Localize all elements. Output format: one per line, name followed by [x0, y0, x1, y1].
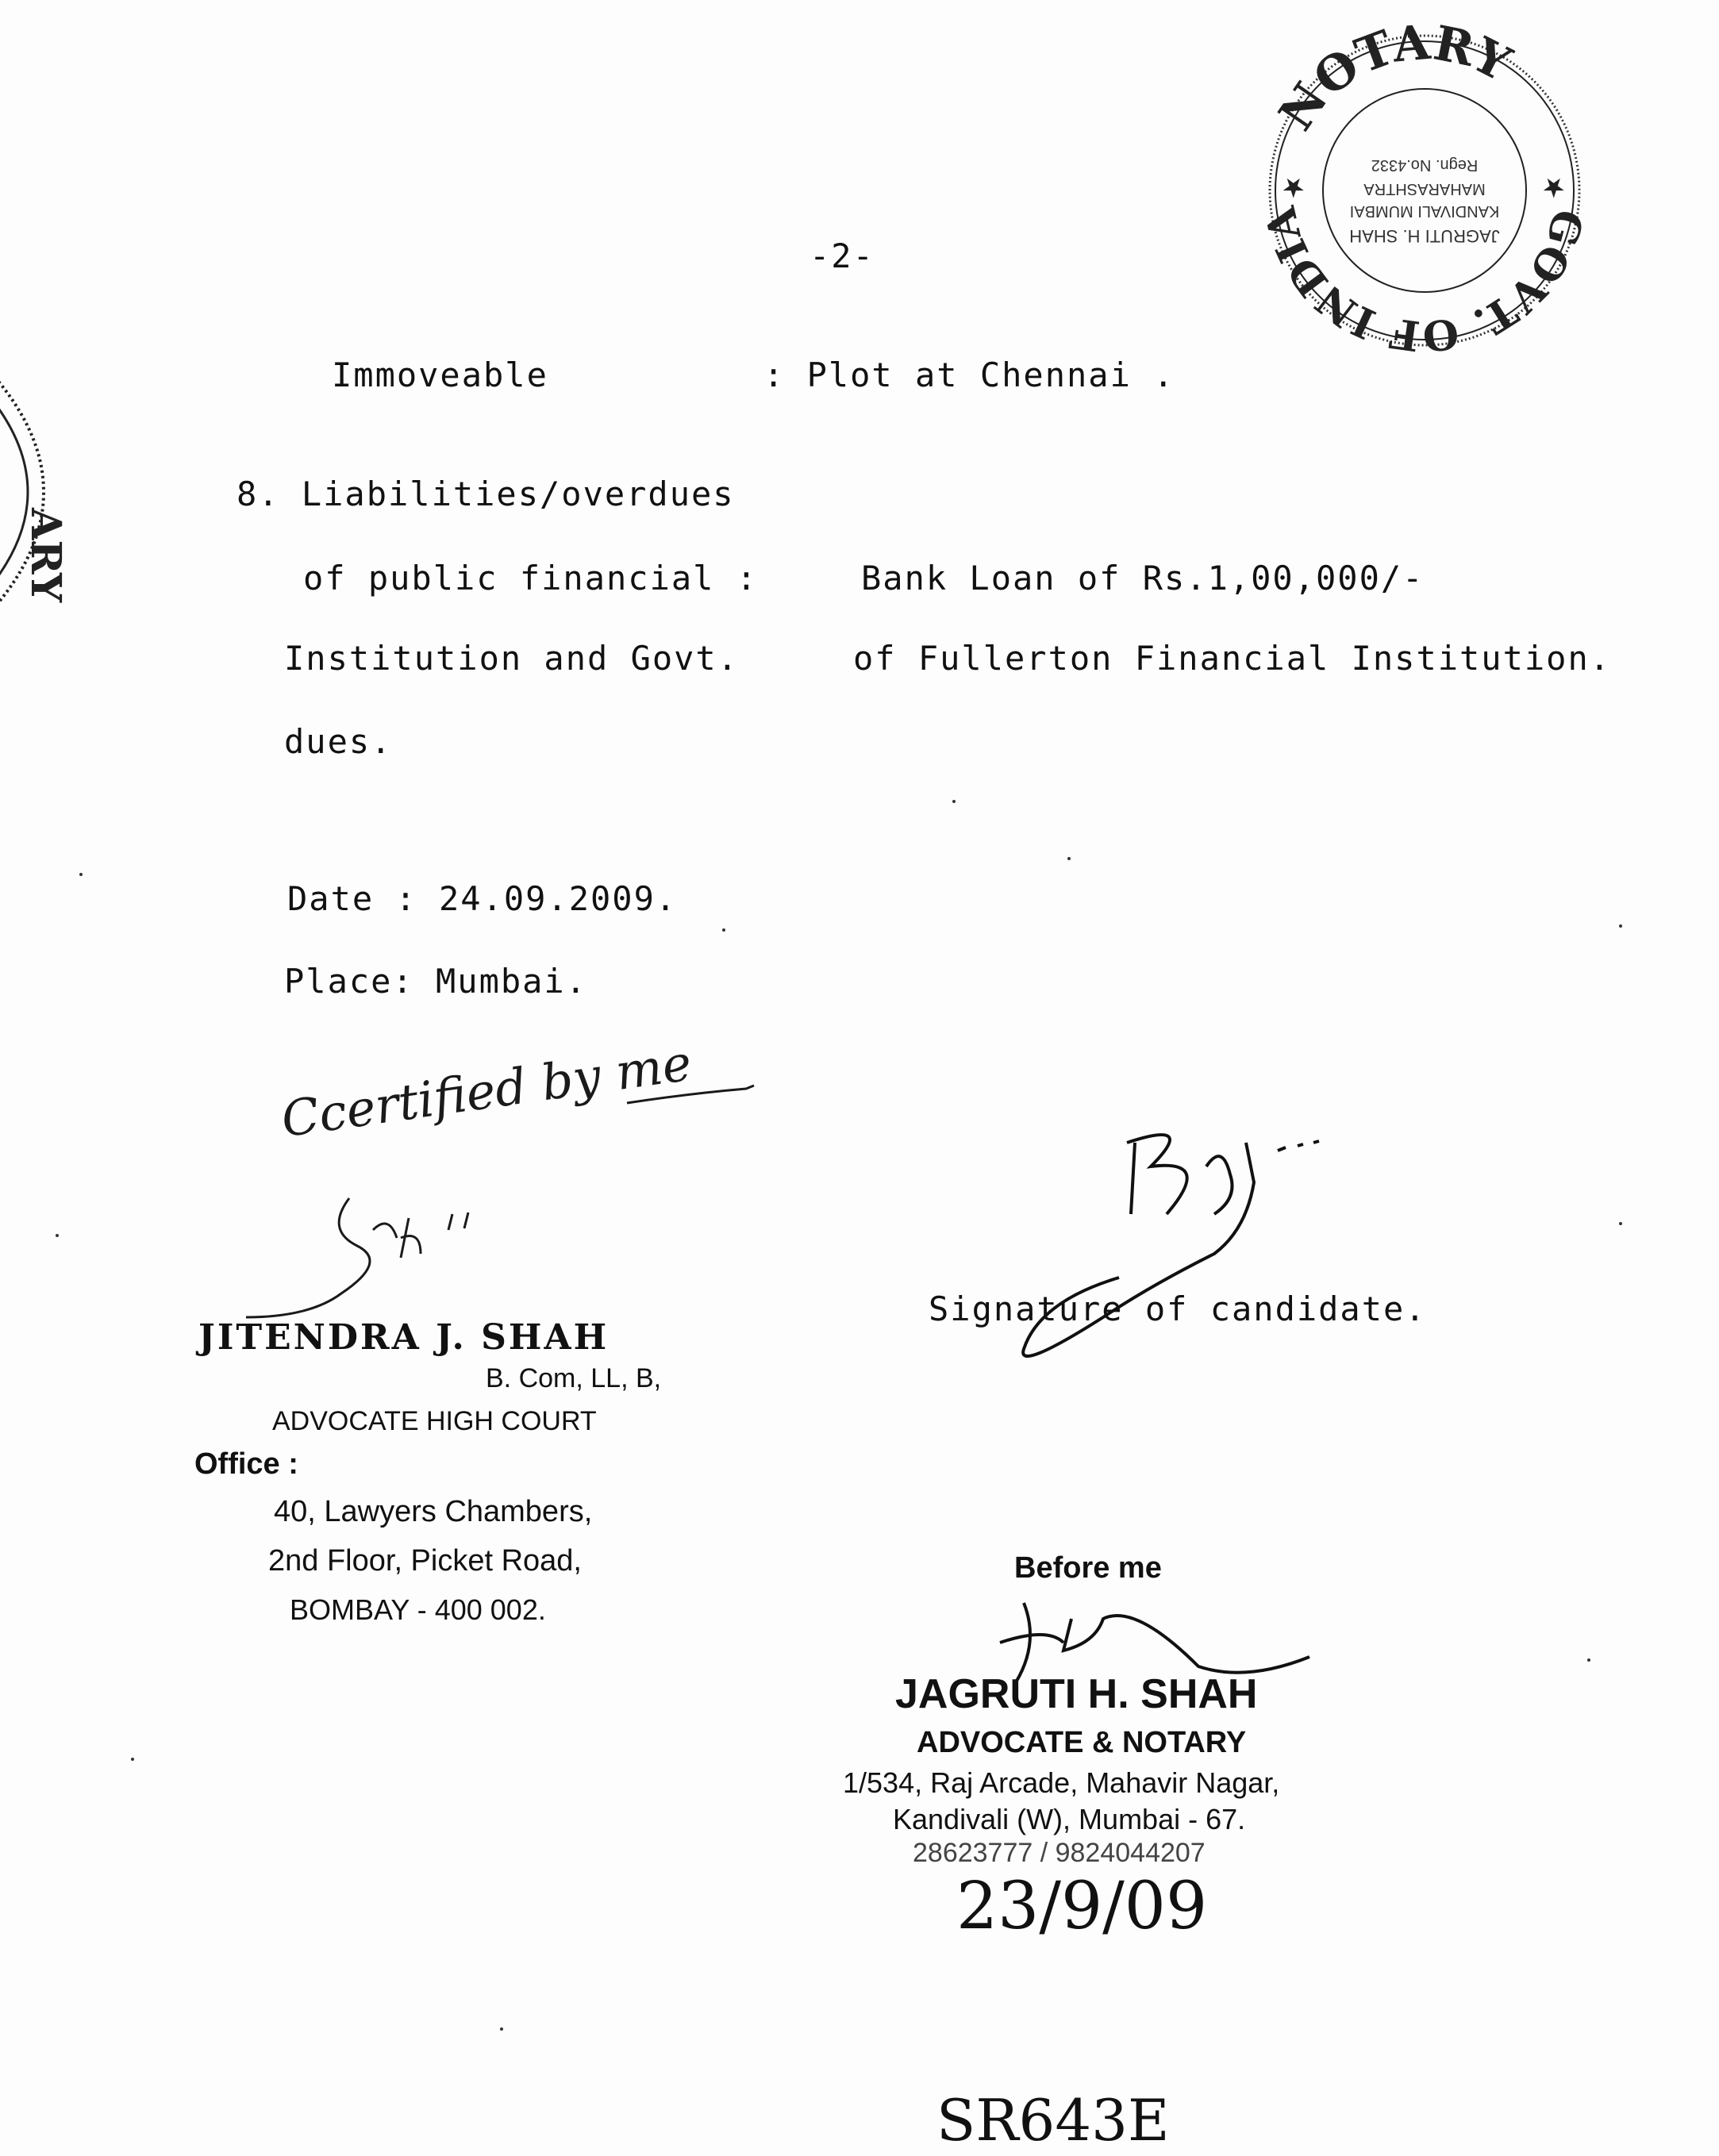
advocate-title: ADVOCATE HIGH COURT: [272, 1406, 597, 1436]
liabilities-heading: 8. Liabilities/overdues: [237, 475, 735, 513]
page-number: -2-: [810, 236, 875, 275]
seal-outer-bottom: NOTARY: [1268, 14, 1520, 141]
speck: [79, 873, 83, 876]
advocate-name: JITENDRA J. SHAH: [198, 1317, 610, 1358]
candidate-signature: [1008, 1095, 1341, 1381]
advocate-degree: B. Com, LL, B,: [486, 1363, 662, 1393]
speck: [952, 800, 956, 803]
notary-seal: [1256, 14, 1593, 361]
speck: [1587, 1658, 1590, 1662]
seal-inner-3: MAHARASHTRA: [1363, 180, 1486, 198]
speck: [722, 928, 725, 932]
office-label: Office :: [194, 1447, 298, 1481]
liabilities-line4: dues.: [284, 722, 393, 761]
footer-handwriting: SR643E: [936, 2087, 1170, 2154]
certified-handwriting: Ccertified by me: [278, 1033, 695, 1149]
seal-star-right: ★: [1281, 172, 1306, 202]
speck: [1067, 857, 1071, 860]
liabilities-line3: Institution and Govt.: [284, 639, 740, 678]
seal-outer-top: GOVT. OF INDIA: [1256, 202, 1593, 361]
certified-underline: [627, 1079, 786, 1111]
seal-inner-1: JAGRUTI H. SHAH: [1349, 226, 1500, 246]
notary-address-1: 1/534, Raj Arcade, Mahavir Nagar,: [843, 1766, 1280, 1799]
notary-title: ADVOCATE & NOTARY: [917, 1726, 1247, 1759]
speck: [1619, 1222, 1622, 1225]
notary-name: JAGRUTI H. SHAH: [895, 1671, 1258, 1717]
notary-handwritten-date: 23/9/09: [956, 1869, 1208, 1944]
candidate-signature-label: Signature of candidate.: [929, 1289, 1427, 1328]
seal-inner-4: Regn. No.4332: [1371, 156, 1479, 174]
speck: [131, 1758, 134, 1761]
speck: [500, 2027, 503, 2031]
date-line: Date : 24.09.2009.: [287, 879, 678, 918]
seal-star-left: ★: [1541, 172, 1566, 202]
notary-address-2: Kandivali (W), Mumbai - 67.: [893, 1803, 1246, 1835]
immoveable-label: Immoveable: [332, 355, 548, 394]
speck: [56, 1234, 59, 1237]
advocate-address-3: BOMBAY - 400 002.: [290, 1593, 546, 1626]
speck: [1619, 924, 1622, 928]
left-stamp-fragment: [0, 333, 111, 651]
liabilities-value2: of Fullerton Financial Institution.: [853, 639, 1612, 678]
before-me: Before me: [1014, 1551, 1162, 1585]
advocate-address-2: 2nd Floor, Picket Road,: [268, 1544, 582, 1578]
seal-inner-2: KANDIVALI MUMBAI: [1349, 202, 1500, 220]
liabilities-line2: of public financial :: [303, 559, 759, 598]
place-line: Place: Mumbai.: [284, 962, 588, 1001]
svg-text:ARY: ARY: [21, 508, 70, 603]
immoveable-value: : Plot at Chennai .: [763, 355, 1175, 394]
notary-phone: 28623777 / 9824044207: [913, 1838, 1206, 1868]
liabilities-value1: Bank Loan of Rs.1,00,000/-: [861, 559, 1425, 598]
advocate-address-1: 40, Lawyers Chambers,: [274, 1495, 593, 1528]
